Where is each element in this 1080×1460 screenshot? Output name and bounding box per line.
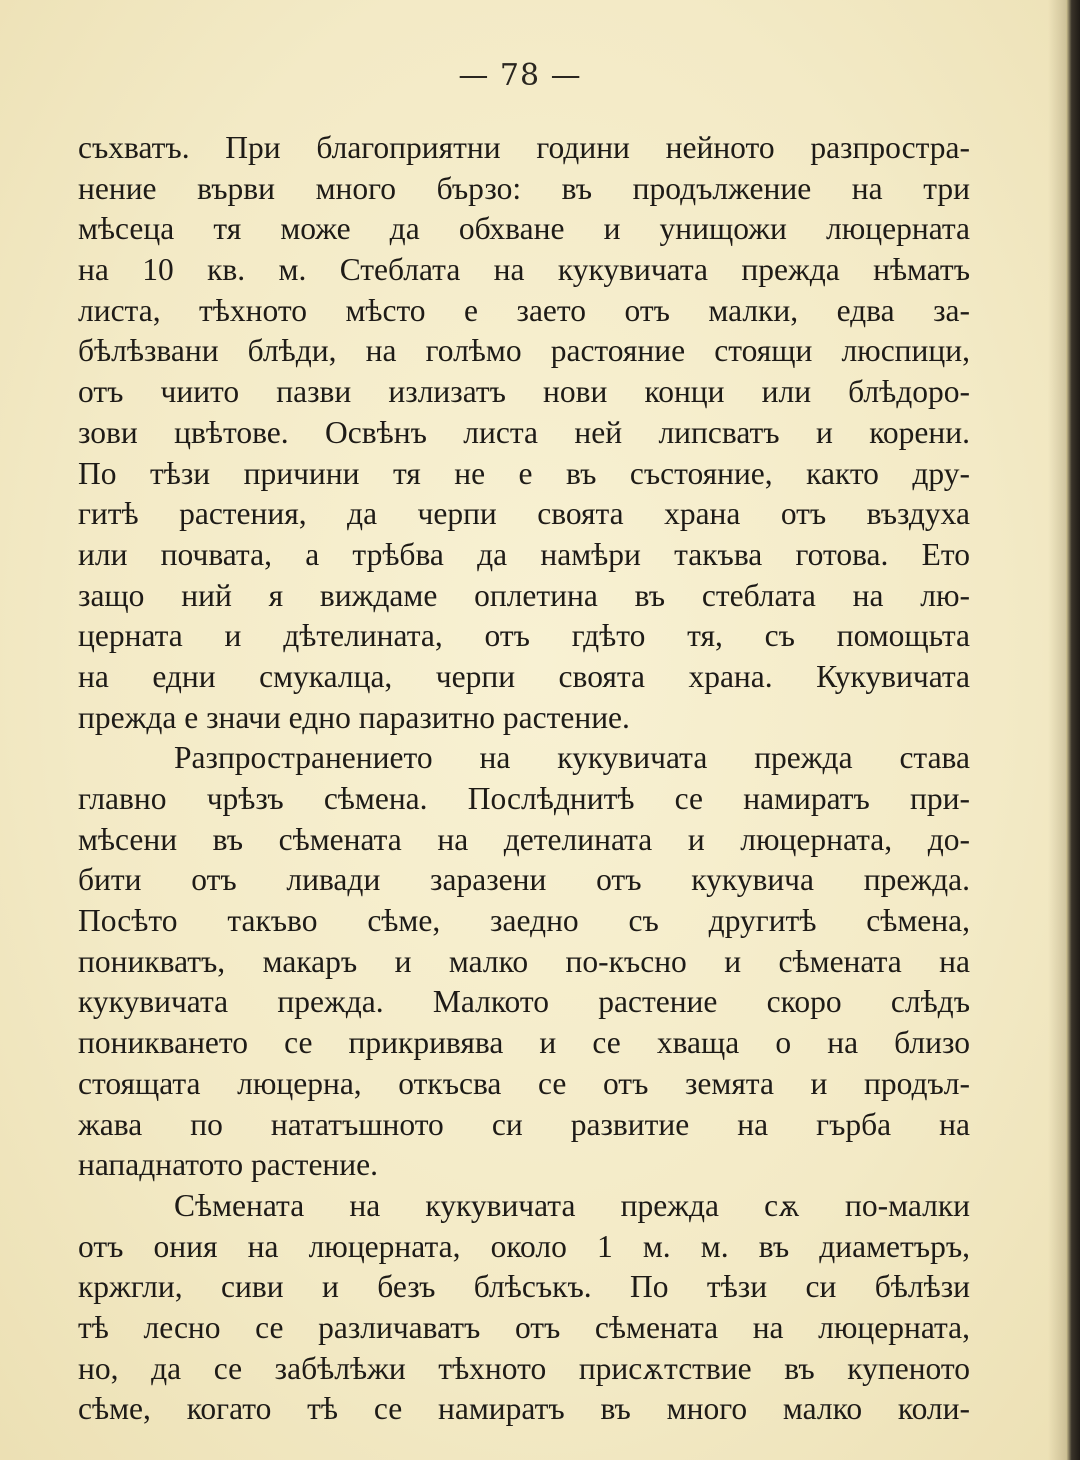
text-line: на едни смукалца, черпи своята храна. Кукувичата xyxy=(78,658,970,694)
text-line: защо ний я виждаме оплетина въ стеблата на лю- xyxy=(78,577,970,613)
text-line: тѣ лесно се различаватъ отъ сѣмената на люцерната, xyxy=(78,1309,970,1345)
text-line: листа, тѣхното мѣсто е заето отъ малки, едва за- xyxy=(78,292,970,328)
text-line: зови цвѣтове. Освѣнъ листа ней липсватъ и корени. xyxy=(78,414,970,450)
text-line: нападнатото растение. xyxy=(78,1147,379,1183)
text-line: отъ чиито пазви излизатъ нови конци или блѣдоро- xyxy=(78,374,970,410)
text-line: или почвата, а трѣбва да намѣри такъва готова. Ето xyxy=(78,536,970,572)
text-line: сѣме, когато тѣ се намиратъ въ много малко коли- xyxy=(78,1391,970,1427)
page-binding-edge xyxy=(1066,0,1080,1460)
paragraph-3 xyxy=(78,1186,970,1430)
text-line: отъ ония на люцерната, около 1 м. м. въ диаметъръ, xyxy=(78,1228,970,1264)
text-line: церната и дѣтелината, отъ гдѣто тя, съ помощьта xyxy=(78,618,970,654)
text-line: но, да се забѣлѣжи тѣхното присѫтствие въ купеното xyxy=(78,1350,970,1386)
paragraph-1 xyxy=(78,128,970,738)
text-line: жава по нататъшното си развитие на гърба на xyxy=(78,1106,970,1142)
paragraph-2 xyxy=(78,738,970,1186)
text-line: прежда е значи едно паразитно растение. xyxy=(78,699,630,735)
page-number: — 78 — xyxy=(458,58,582,93)
text-line: стоящата люцерна, откъсва се отъ земята и продъл- xyxy=(78,1065,970,1101)
text-line: кржгли, сиви и безъ блѣсъкъ. По тѣзи си бѣлѣзи xyxy=(78,1269,970,1305)
text-line: на 10 кв. м. Стеблата на кукувичата прежда нѣматъ xyxy=(78,252,970,288)
text-line: Посѣто такъво сѣме, заедно съ другитѣ сѣмена, xyxy=(78,903,970,939)
text-line: бити отъ ливади заразени отъ кукувича прежда. xyxy=(78,862,970,898)
text-line: Сѣмената на кукувичата прежда сѫ по-малки xyxy=(174,1187,970,1223)
text-line: гитѣ растения, да черпи своята храна отъ въздуха xyxy=(78,496,970,532)
text-line: кукувичата прежда. Малкото растение скоро слѣдъ xyxy=(78,984,970,1020)
text-line: мѣсеца тя може да обхване и унищожи люцерната xyxy=(78,211,970,247)
text-line: нение върви много бързо: въ продължение на три xyxy=(78,170,970,206)
text-line: Разпространението на кукувичата прежда става xyxy=(174,740,970,776)
text-line: мѣсени въ сѣмената на детелината и люцерната, до- xyxy=(78,821,970,857)
text-line: поникватъ, макаръ и малко по-късно и сѣмената на xyxy=(78,943,970,979)
body-text xyxy=(78,128,970,1430)
page-edge-shadow xyxy=(1048,0,1066,1460)
text-line: По тѣзи причини тя не е въ състояние, както дру- xyxy=(78,455,970,491)
text-line: съхватъ. При благоприятни години нейното разпростра- xyxy=(78,130,970,165)
text-line: поникването се прикривява и се хваща о на близо xyxy=(78,1025,970,1061)
text-line: бѣлѣзвани блѣди, на голѣмо растояние стоящи люспици, xyxy=(78,333,970,369)
text-line: главно чрѣзъ сѣмена. Послѣднитѣ се намиратъ при- xyxy=(78,781,970,816)
